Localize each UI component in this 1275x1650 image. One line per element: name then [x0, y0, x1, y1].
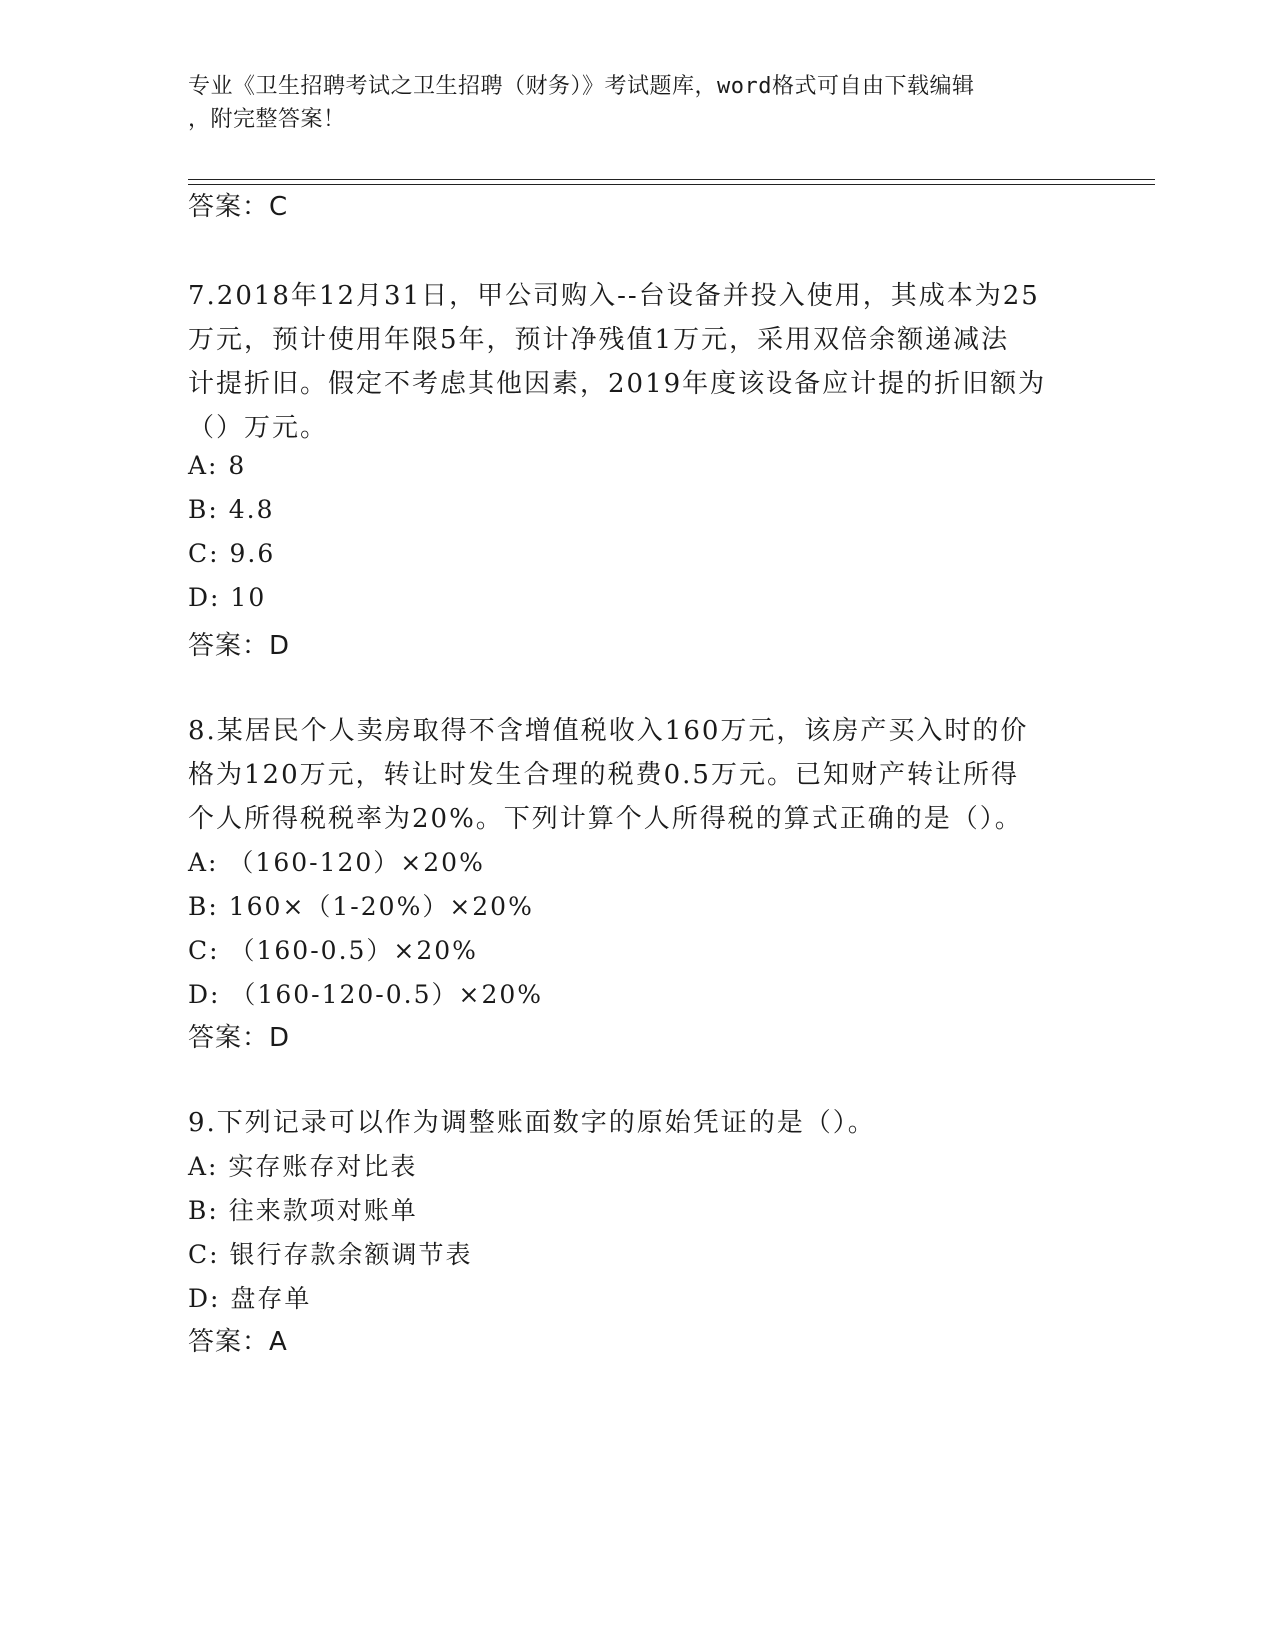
q7-answer: 答案：D	[188, 631, 291, 661]
previous-answer: 答案：C	[188, 192, 289, 222]
q9-stem-line-1: 9.下列记录可以作为调整账面数字的原始凭证的是（）。	[188, 1108, 876, 1138]
q9-answer: 答案：A	[188, 1327, 288, 1357]
header-rule-top	[188, 179, 1155, 180]
q8-stem-line-2: 格为120万元，转让时发生合理的税费0.5万元。已知财产转让所得	[188, 760, 1019, 790]
q7-stem-line-3: 计提折旧。假定不考虑其他因素，2019年度该设备应计提的折旧额为	[188, 369, 1047, 399]
q9-option-d: D: 盘存单	[188, 1284, 312, 1313]
q8-stem-line-3: 个人所得税税率为20%。下列计算个人所得税的算式正确的是（）。	[188, 804, 1023, 834]
q8-option-b: B: 160×（1-20%）×20%	[188, 892, 534, 921]
q9-option-c: C: 银行存款余额调节表	[188, 1240, 473, 1269]
q9-option-b: B: 往来款项对账单	[188, 1196, 418, 1225]
q7-stem-line-1: 7.2018年12月31日，甲公司购入--台设备并投入使用，其成本为25	[188, 281, 1040, 311]
document-header	[188, 70, 1068, 136]
q8-option-a: A: （160-120）×20%	[188, 848, 485, 877]
header-line-2: ，附完整答案！	[188, 107, 346, 132]
q7-option-a: A: 8	[188, 451, 247, 480]
q8-option-d: D: （160-120-0.5）×20%	[188, 980, 544, 1009]
header-rule-bottom	[188, 184, 1155, 185]
q8-option-c: C: （160-0.5）×20%	[188, 936, 478, 965]
q9-option-a: A: 实存账存对比表	[188, 1152, 418, 1181]
q7-option-d: D: 10	[188, 583, 267, 612]
q7-option-b: B: 4.8	[188, 495, 275, 524]
q8-stem-line-1: 8.某居民个人卖房取得不含增值税收入160万元，该房产买入时的价	[188, 716, 1029, 746]
q7-stem-line-2: 万元，预计使用年限5年，预计净残值1万元，采用双倍余额递减法	[188, 325, 1010, 355]
header-line-1: 专业《卫生招聘考试之卫生招聘（财务）》考试题库，word格式可自由下载编辑	[188, 74, 975, 99]
q7-option-c: C: 9.6	[188, 539, 276, 568]
q8-answer: 答案：D	[188, 1023, 291, 1053]
q7-stem-line-4: （）万元。	[188, 413, 329, 443]
